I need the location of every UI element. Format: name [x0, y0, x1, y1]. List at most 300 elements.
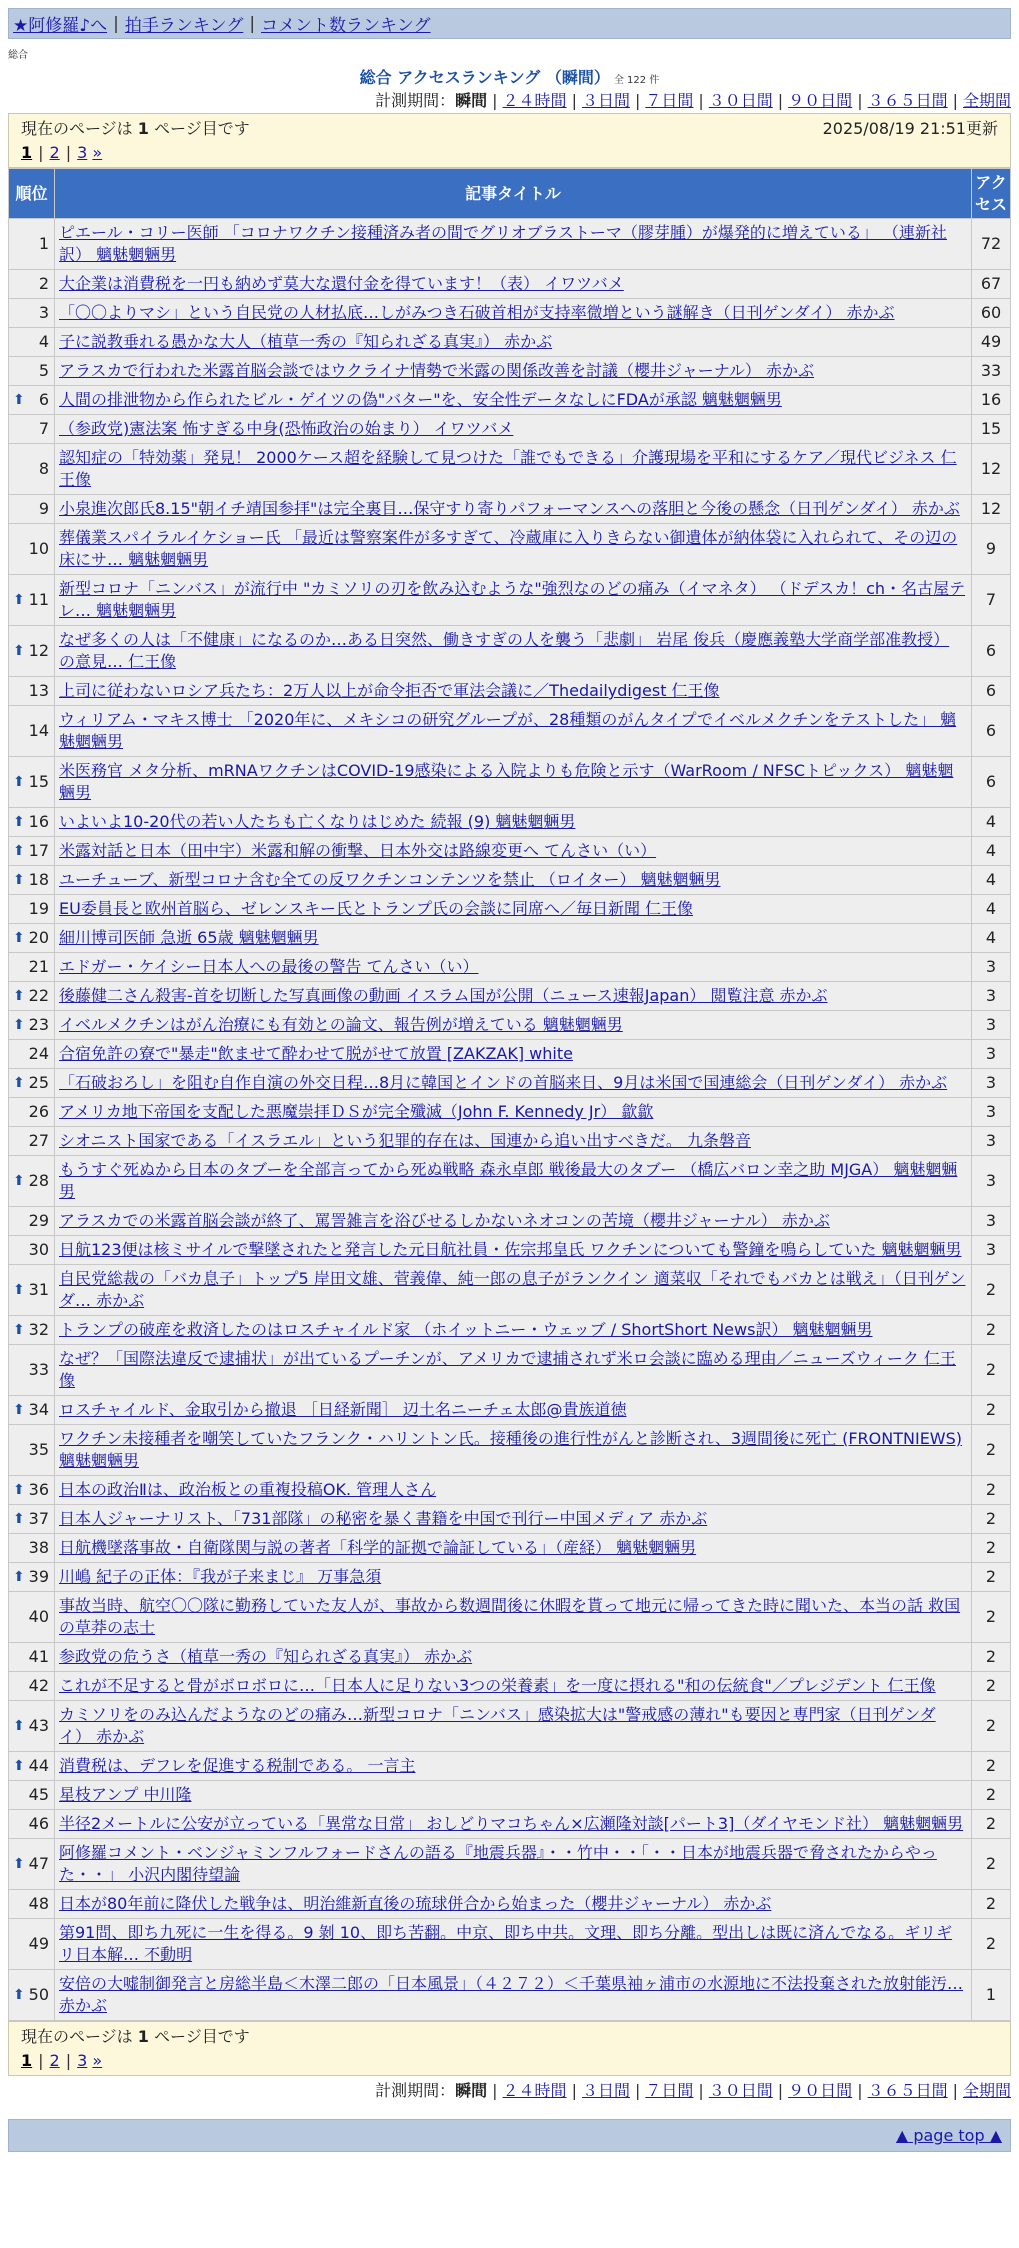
period-link[interactable]: ７日間 [645, 91, 694, 110]
article-link[interactable]: 星枝アンプ 中川隆 [59, 1785, 192, 1804]
access-count: 3 [972, 1207, 1011, 1236]
title-cell [55, 1643, 972, 1672]
rank-cell [9, 895, 55, 924]
rank-cell [9, 1040, 55, 1069]
access-count: 2 [972, 1810, 1011, 1839]
rank-number: 19 [28, 899, 49, 918]
article-link[interactable]: 川嶋 紀子の正体：『我が子来まじ』 万事急須 [59, 1567, 382, 1586]
rank-cell [9, 1701, 55, 1752]
clap-ranking-link[interactable]: 拍手ランキング [124, 16, 244, 36]
table-row [9, 270, 1011, 299]
table-row [9, 357, 1011, 386]
title-cell [55, 444, 972, 495]
table-row [9, 757, 1011, 808]
rank-number: 44 [28, 1756, 49, 1775]
rank-number: 11 [28, 590, 49, 609]
article-link[interactable]: ユーチューブ、新型コロナ含む全ての反ワクチンコンテンツを禁止 （ロイター） 魑魅魍魎男 [59, 870, 721, 889]
table-row [9, 415, 1011, 444]
rank-number: 17 [28, 841, 49, 860]
access-count: 2 [972, 1563, 1011, 1592]
rank-cell [9, 808, 55, 837]
next-page-link[interactable]: » [92, 2051, 103, 2070]
period-current: 瞬間 [455, 2081, 488, 2100]
up-arrow-icon: ⬆ [13, 872, 25, 888]
page-separator: | [65, 143, 72, 162]
up-arrow-icon: ⬆ [13, 1718, 25, 1734]
rank-cell [9, 982, 55, 1011]
access-count: 2 [972, 1592, 1011, 1643]
rank-cell [9, 415, 55, 444]
article-link[interactable]: カミソリをのみ込んだようなのどの痛み…新型コロナ「ニンバス」感染拡大は"警戒感の薄れ"も要因と専門家（日刊ゲンダイ） 赤かぶ [59, 1705, 936, 1746]
period-selector [8, 89, 1011, 113]
next-page-link[interactable]: » [92, 143, 103, 162]
title-cell [55, 895, 972, 924]
period-separator: | [698, 2081, 704, 2100]
period-link[interactable]: ３６５日間 [867, 91, 948, 110]
up-arrow-icon: ⬆ [13, 1402, 25, 1418]
period-link[interactable]: 全期間 [962, 2081, 1011, 2100]
rank-cell [9, 270, 55, 299]
article-link[interactable]: 合宿免許の寮で"暴走"飲ませて酔わせて脱がせて放置 [ZAKZAK] white [59, 1044, 573, 1063]
period-link[interactable]: ３日間 [581, 2081, 630, 2100]
access-count: 49 [972, 328, 1011, 357]
article-link[interactable]: 日本の政治Ⅱは、政治板との重複投稿OK. 管理人さん [59, 1480, 437, 1499]
period-link[interactable]: ３０日間 [708, 91, 773, 110]
period-label: 計測期間： [375, 91, 456, 110]
period-link[interactable]: ３日間 [581, 91, 630, 110]
rank-cell [9, 1643, 55, 1672]
title-cell [55, 1890, 972, 1919]
access-count: 3 [972, 1011, 1011, 1040]
access-count: 2 [972, 1672, 1011, 1701]
access-count: 3 [972, 982, 1011, 1011]
period-separator: | [698, 91, 704, 110]
rank-number: 5 [38, 361, 49, 380]
access-count: 2 [972, 1534, 1011, 1563]
table-row [9, 1098, 1011, 1127]
article-link[interactable]: シオニスト国家である「イスラエル」という犯罪的存在は、国連から追い出すべきだ。 九条磐音 [59, 1131, 751, 1150]
rank-number: 32 [28, 1320, 49, 1339]
rank-number: 2 [38, 274, 49, 293]
article-link[interactable]: 自民党総裁の「バカ息子」トップ5 岸田文雄、菅義偉、純一郎の息子がランクイン 適菜収「それでもバカとは戦え」（日刊ゲンダ… 赤かぶ [59, 1269, 966, 1310]
article-link[interactable]: 人間の排泄物から作られたビル・ゲイツの偽"バター"を、安全性データなしにFDAが承認 魑魅魍魎男 [59, 390, 782, 409]
title-cell [55, 1316, 972, 1345]
rank-number: 14 [28, 721, 49, 740]
title-cell [55, 1505, 972, 1534]
rank-number: 36 [28, 1480, 49, 1499]
rank-cell [9, 1236, 55, 1265]
article-link[interactable]: 上司に従わないロシア兵たち：2万人以上が命令拒否で軍法会議に／Thedailydigest 仁王像 [59, 681, 720, 700]
rank-cell [9, 1839, 55, 1890]
period-separator: | [857, 91, 863, 110]
article-link[interactable]: 細川博司医師 急逝 65歳 魑魅魍魎男 [59, 928, 319, 947]
title-cell [55, 1701, 972, 1752]
table-row [9, 328, 1011, 357]
rank-cell [9, 1207, 55, 1236]
table-row [9, 1810, 1011, 1839]
rank-number: 12 [28, 641, 49, 660]
article-link[interactable]: アメリカ地下帝国を支配した悪魔崇拝ＤＳが完全殲滅（John F. Kennedy Jr） 歙歙 [59, 1102, 654, 1121]
period-link[interactable]: 全期間 [962, 91, 1011, 110]
rank-cell [9, 953, 55, 982]
table-row [9, 1345, 1011, 1396]
article-link[interactable]: なぜ？「国際法違反で逮捕状」が出ているプーチンが、アメリカで逮捕されず米ロ会談に臨める理由／ニューズウィーク 仁王像 [59, 1349, 956, 1390]
access-count: 6 [972, 757, 1011, 808]
page-link[interactable]: 3 [77, 2051, 88, 2070]
page-link[interactable]: 2 [49, 143, 60, 162]
rank-cell [9, 495, 55, 524]
up-arrow-icon: ⬆ [13, 1511, 25, 1527]
title-cell [55, 1265, 972, 1316]
page-top-link[interactable]: ▲ page top ▲ [895, 2126, 1002, 2145]
up-arrow-icon: ⬆ [13, 774, 25, 790]
period-link[interactable]: ９０日間 [788, 2081, 853, 2100]
article-link[interactable]: イベルメクチンはがん治療にも有効との論文、報告例が増えている 魑魅魍魎男 [59, 1015, 623, 1034]
article-link[interactable]: アラスカでの米露首脳会談が終了、罵詈雑言を浴びせるしかないネオコンの苦境（櫻井ジャーナル） 赤かぶ [59, 1211, 830, 1230]
article-link[interactable]: EU委員長と欧州首脳ら、ゼレンスキー氏とトランプ氏の会談に同席へ／毎日新聞 仁王像 [59, 899, 694, 918]
table-row [9, 1265, 1011, 1316]
article-link[interactable]: 後藤健二さん殺害-首を切断した写真画像の動画 イスラム国が公開（ニュース速報Japan） 閲覧注意 赤かぶ [59, 986, 828, 1005]
table-row [9, 1563, 1011, 1592]
title-cell [55, 328, 972, 357]
title-cell [55, 270, 972, 299]
up-arrow-icon: ⬆ [13, 643, 25, 659]
article-link[interactable]: 子に説教垂れる愚かな大人（植草一秀の『知られざる真実』） 赤かぶ [59, 332, 553, 351]
article-link[interactable]: いよいよ10-20代の若い人たちも亡くなりはじめた 続報 (9) 魑魅魍魎男 [59, 812, 576, 831]
access-count: 2 [972, 1890, 1011, 1919]
page-status: 現在のページは 1 ページ目です [21, 2027, 250, 2046]
rank-number: 31 [28, 1280, 49, 1299]
table-row [9, 1781, 1011, 1810]
title-cell [55, 1236, 972, 1265]
rank-cell [9, 1810, 55, 1839]
article-link[interactable]: 新型コロナ「ニンバス」が流行中 "カミソリの刃を飲み込むような"強烈なのどの痛み（イマネタ） （ドデスカ！ch・名古屋テレ… 魑魅魍魎男 [59, 579, 966, 620]
table-row [9, 1592, 1011, 1643]
article-link[interactable]: 葬儀業スパイラルイケショー氏 「最近は警察案件が多すぎて、冷蔵庫に入りきらない御遺体が納体袋に入れられて、その辺の床にサ… 魑魅魍魎男 [59, 528, 958, 569]
access-count: 2 [972, 1839, 1011, 1890]
period-separator: | [492, 2081, 498, 2100]
rank-cell [9, 1425, 55, 1476]
rank-number: 7 [38, 419, 49, 438]
access-count: 2 [972, 1316, 1011, 1345]
access-count: 12 [972, 444, 1011, 495]
period-separator: | [777, 2081, 784, 2100]
rank-cell [9, 1098, 55, 1127]
title-cell [55, 1425, 972, 1476]
article-link[interactable]: 日本が80年前に降伏した戦争は、明治維新直後の琉球併合から始まった（櫻井ジャーナル） 赤かぶ [59, 1894, 772, 1913]
article-link[interactable]: 認知症の「特効薬」発見！ 2000ケース超を経験して見つけた「誰でもできる」介護現場を平和にするケア／現代ビジネス 仁王像 [59, 448, 957, 489]
rank-cell [9, 444, 55, 495]
rank-cell [9, 1890, 55, 1919]
rank-number: 37 [28, 1509, 49, 1528]
rank-number: 43 [28, 1716, 49, 1735]
access-count: 2 [972, 1265, 1011, 1316]
article-link[interactable]: なぜ多くの人は「不健康」になるのか…ある日突然、働きすぎの人を襲う「悲劇」 岩尾 俊兵（慶應義塾大学商学部准教授） の意見… 仁王像 [59, 630, 950, 671]
access-count: 2 [972, 1781, 1011, 1810]
rank-number: 42 [28, 1676, 49, 1695]
table-row [9, 1396, 1011, 1425]
title-cell [55, 1098, 972, 1127]
access-count: 3 [972, 1127, 1011, 1156]
rank-number: 41 [28, 1647, 49, 1666]
title-cell [55, 357, 972, 386]
title-cell [55, 706, 972, 757]
period-link[interactable]: ２４時間 [502, 91, 567, 110]
page-title-text: 総合 アクセスランキング （瞬間） [359, 68, 610, 87]
page-link[interactable]: 3 [77, 143, 88, 162]
period-link[interactable]: ７日間 [645, 2081, 694, 2100]
period-link[interactable]: ３６５日間 [867, 2081, 948, 2100]
rank-cell [9, 1345, 55, 1396]
article-link[interactable]: アラスカで行われた米露首脳会談ではウクライナ情勢で米露の関係改善を討議（櫻井ジャーナル） 赤かぶ [59, 361, 815, 380]
access-count: 6 [972, 626, 1011, 677]
up-arrow-icon: ⬆ [13, 843, 25, 859]
title-cell [55, 1672, 972, 1701]
period-link[interactable]: ２４時間 [502, 2081, 567, 2100]
access-count: 3 [972, 1040, 1011, 1069]
title-cell [55, 386, 972, 415]
period-separator: | [952, 2081, 958, 2100]
page-link[interactable]: 2 [49, 2051, 60, 2070]
article-link[interactable]: 日航機墜落事故・自衛隊関与説の著者「科学的証拠で論証している」（産経） 魑魅魍魎男 [59, 1538, 697, 1557]
article-link[interactable]: 米医務官 メタ分析、mRNAワクチンはCOVID-19感染による入院よりも危険と示す（WarRoom / NFSCトピックス） 魑魅魍魎男 [59, 761, 954, 802]
pager-top [8, 113, 1011, 168]
title-cell [55, 1207, 972, 1236]
rank-cell [9, 1127, 55, 1156]
title-cell [55, 677, 972, 706]
rank-cell [9, 837, 55, 866]
access-count: 4 [972, 808, 1011, 837]
title-cell [55, 1156, 972, 1207]
rank-cell [9, 1156, 55, 1207]
table-row [9, 626, 1011, 677]
page-current: 1 [21, 143, 33, 162]
title-cell [55, 575, 972, 626]
rank-cell [9, 1265, 55, 1316]
page-links [21, 141, 998, 165]
table-row [9, 1425, 1011, 1476]
period-separator: | [492, 91, 498, 110]
period-current: 瞬間 [455, 91, 488, 110]
title-cell [55, 866, 972, 895]
table-row [9, 866, 1011, 895]
title-cell [55, 1781, 972, 1810]
title-cell [55, 1127, 972, 1156]
title-cell [55, 1839, 972, 1890]
access-count: 7 [972, 575, 1011, 626]
page-separator: | [38, 143, 44, 162]
access-count: 3 [972, 1156, 1011, 1207]
table-row [9, 1890, 1011, 1919]
article-link[interactable]: 消費税は、デフレを促進する税制である。 一言主 [59, 1756, 416, 1775]
period-separator: | [634, 2081, 641, 2100]
title-cell [55, 1011, 972, 1040]
title-cell [55, 495, 972, 524]
table-row [9, 1919, 1011, 1970]
table-row [9, 1207, 1011, 1236]
table-row [9, 524, 1011, 575]
article-link[interactable]: 参政党の危うさ（植草一秀の『知られざる真実』） 赤かぶ [59, 1647, 473, 1666]
rank-number: 26 [28, 1102, 49, 1121]
rank-number: 25 [28, 1073, 49, 1092]
table-row [9, 1672, 1011, 1701]
home-link[interactable]: ★阿修羅♪へ [13, 16, 108, 36]
rank-cell [9, 866, 55, 895]
rank-cell [9, 677, 55, 706]
rank-cell [9, 1970, 55, 2021]
article-link[interactable]: 日航123便は核ミサイルで撃墜されたと発言した元日航社員・佐宗邦皇氏 ワクチンについても警鐘を鳴らしていた 魑魅魍魎男 [59, 1240, 962, 1259]
page-current: 1 [21, 2051, 33, 2070]
title-cell [55, 1810, 972, 1839]
article-link[interactable]: 第91問、即ち九死に一生を得る。9 剝 10、即ち苦翻。中京、即ち中共。文理、即ち分離。型出しは既に済んでなる。ギリギリ日本解… 不動明 [59, 1923, 953, 1964]
header-access: アクセス [972, 169, 1011, 219]
title-cell [55, 219, 972, 270]
up-arrow-icon: ⬆ [13, 1856, 25, 1872]
period-separator: | [777, 91, 784, 110]
access-count: 2 [972, 1505, 1011, 1534]
table-row [9, 386, 1011, 415]
table-row [9, 706, 1011, 757]
rank-number: 10 [28, 539, 49, 558]
article-link[interactable]: トランプの破産を救済したのはロスチャイルド家 （ホイットニー・ウェッブ / ShortShort News訳） 魑魅魍魎男 [59, 1320, 873, 1339]
article-link[interactable]: 安倍の大嘘制御発言と房総半島＜木澤二郎の「日本風景」（４２７２）＜千葉県袖ヶ浦市の水源地に不法投棄された放射能汚… 赤かぶ [59, 1974, 964, 2015]
access-count: 2 [972, 1919, 1011, 1970]
rank-cell [9, 1011, 55, 1040]
article-link[interactable]: 米露対話と日本（田中宇）米露和解の衝撃、日本外交は路線変更へ てんさい（い） [59, 841, 657, 860]
title-cell [55, 1069, 972, 1098]
rank-cell [9, 1752, 55, 1781]
table-row [9, 1643, 1011, 1672]
title-cell [55, 953, 972, 982]
article-link[interactable]: 「石破おろし」を阻む自作自演の外交日程…8月に韓国とインドの首脳来日、9月は米国で国連総会（日刊ゲンダイ） 赤かぶ [59, 1073, 948, 1092]
table-row [9, 895, 1011, 924]
nav-separator: | [113, 13, 119, 34]
rank-cell [9, 1476, 55, 1505]
article-link[interactable]: 大企業は消費税を一円も納めず莫大な還付金を得ています！（表） イワツバメ [59, 274, 624, 293]
table-row [9, 924, 1011, 953]
table-row [9, 219, 1011, 270]
period-separator: | [952, 91, 958, 110]
article-link[interactable]: これが不足すると骨がボロボロに…「日本人に足りない3つの栄養素」を一度に摂れる"和の伝統食"／プレジデント 仁王像 [59, 1676, 936, 1695]
article-link[interactable]: 阿修羅コメント・ベンジャミンフルフォードさんの語る『地震兵器』・・竹中・・「・・日本が地震兵器で脅されたからやった・・」 小沢内閣待望論 [59, 1843, 937, 1884]
up-arrow-icon: ⬆ [13, 1173, 25, 1189]
table-row [9, 1839, 1011, 1890]
item-count: 全 122 件 [613, 75, 660, 86]
access-count: 2 [972, 1425, 1011, 1476]
period-selector [8, 2079, 1011, 2103]
page-separator: | [65, 2051, 72, 2070]
rank-number: 21 [28, 957, 49, 976]
article-link[interactable]: ロスチャイルド、金取引から撤退 ［日経新聞］ 辺土名ニーチェ太郎@貴族道徳 [59, 1400, 627, 1419]
title-cell [55, 524, 972, 575]
article-link[interactable]: エドガー・ケイシー日本人への最後の警告 てんさい（い） [59, 957, 479, 976]
rank-number: 39 [28, 1567, 49, 1586]
up-arrow-icon: ⬆ [13, 988, 25, 1004]
access-count: 4 [972, 895, 1011, 924]
title-cell [55, 1345, 972, 1396]
access-count: 3 [972, 953, 1011, 982]
title-cell [55, 1563, 972, 1592]
title-cell [55, 808, 972, 837]
access-count: 12 [972, 495, 1011, 524]
rank-number: 50 [28, 1985, 49, 2004]
article-link[interactable]: ワクチン未接種者を嘲笑していたフランク・ハリントン氏。接種後の進行性がんと診断され、3週間後に死亡 (FRONTNIEWS) 魑魅魍魎男 [59, 1429, 963, 1470]
rank-cell [9, 1919, 55, 1970]
up-arrow-icon: ⬆ [13, 592, 25, 608]
title-cell [55, 1752, 972, 1781]
rank-cell [9, 706, 55, 757]
up-arrow-icon: ⬆ [13, 1758, 25, 1774]
period-link[interactable]: ３０日間 [708, 2081, 773, 2100]
article-link[interactable]: ウィリアム・マキス博士 「2020年に、メキシコの研究グループが、28種類のがんタイプでイベルメクチンをテストした」 魑魅魍魎男 [59, 710, 957, 751]
rank-cell [9, 219, 55, 270]
article-link[interactable]: 日本人ジャーナリスト、「731部隊」の秘密を暴く書籍を中国で刊行ー中国メディア 赤かぶ [59, 1509, 708, 1528]
rank-cell [9, 1316, 55, 1345]
period-separator: | [634, 91, 641, 110]
rank-number: 3 [38, 303, 49, 322]
article-link[interactable]: 小泉進次郎氏8.15"朝イチ靖国参拝"は完全裏目…保守すり寄りパフォーマンスへの落胆と今後の懸念（日刊ゲンダイ） 赤かぶ [59, 499, 960, 518]
access-count: 2 [972, 1752, 1011, 1781]
rank-cell [9, 1672, 55, 1701]
access-count: 16 [972, 386, 1011, 415]
article-link[interactable]: 半径2メートルに公安が立っている「異常な日常」 おしどりマコちゃん×広瀬隆対談[パート3]（ダイヤモンド社） 魑魅魍魎男 [59, 1814, 964, 1833]
rank-number: 45 [28, 1785, 49, 1804]
page-title [8, 67, 1011, 89]
rank-number: 47 [28, 1854, 49, 1873]
article-link[interactable]: ピエール・コリー医師 「コロナワクチン接種済み者の間でグリオブラストーマ（膠芽腫）が爆発的に増えている」 （連新社訳） 魑魅魍魎男 [59, 223, 947, 264]
title-cell [55, 415, 972, 444]
rank-number: 22 [28, 986, 49, 1005]
rank-number: 34 [28, 1400, 49, 1419]
access-count: 60 [972, 299, 1011, 328]
comment-ranking-link[interactable]: コメント数ランキング [261, 16, 431, 36]
table-row [9, 1701, 1011, 1752]
period-label: 計測期間： [375, 2081, 456, 2100]
rank-cell [9, 924, 55, 953]
rank-cell [9, 1563, 55, 1592]
up-arrow-icon: ⬆ [13, 814, 25, 830]
article-link[interactable]: （参政党)憲法案 怖すぎる中身(恐怖政治の始まり） イワツバメ [59, 419, 514, 438]
title-cell [55, 626, 972, 677]
period-link[interactable]: ９０日間 [788, 91, 853, 110]
access-count: 4 [972, 837, 1011, 866]
article-link[interactable]: 事故当時、航空〇〇隊に勤務していた友人が、事故から数週間後に休暇を貰って地元に帰ってきた時に聞いた、本当の話 救国の草莽の志士 [59, 1596, 961, 1637]
access-count: 3 [972, 1069, 1011, 1098]
title-cell [55, 299, 972, 328]
title-cell [55, 1534, 972, 1563]
rank-number: 27 [28, 1131, 49, 1150]
rank-number: 46 [28, 1814, 49, 1833]
table-row [9, 495, 1011, 524]
access-count: 72 [972, 219, 1011, 270]
access-count: 2 [972, 1701, 1011, 1752]
access-count: 1 [972, 1970, 1011, 2021]
article-link[interactable]: もうすぐ死ぬから日本のタブーを全部言ってから死ぬ戦略 森永卓郎 戦後最大のタブー （橋広バロン幸之助 MJGA） 魑魅魍魎男 [59, 1160, 958, 1201]
table-row [9, 1316, 1011, 1345]
table-row [9, 1156, 1011, 1207]
period-separator: | [571, 91, 577, 110]
access-count: 2 [972, 1345, 1011, 1396]
access-count: 6 [972, 706, 1011, 757]
rank-number: 24 [28, 1044, 49, 1063]
article-link[interactable]: 「〇〇よりマシ」という自民党の人材払底…しがみつき石破首相が支持率微増という謎解き（日刊ゲンダイ） 赤かぶ [59, 303, 895, 322]
access-count: 15 [972, 415, 1011, 444]
title-cell [55, 837, 972, 866]
rank-cell [9, 1534, 55, 1563]
header-title: 記事タイトル [55, 169, 972, 219]
up-arrow-icon: ⬆ [13, 1017, 25, 1033]
access-count: 3 [972, 1236, 1011, 1265]
